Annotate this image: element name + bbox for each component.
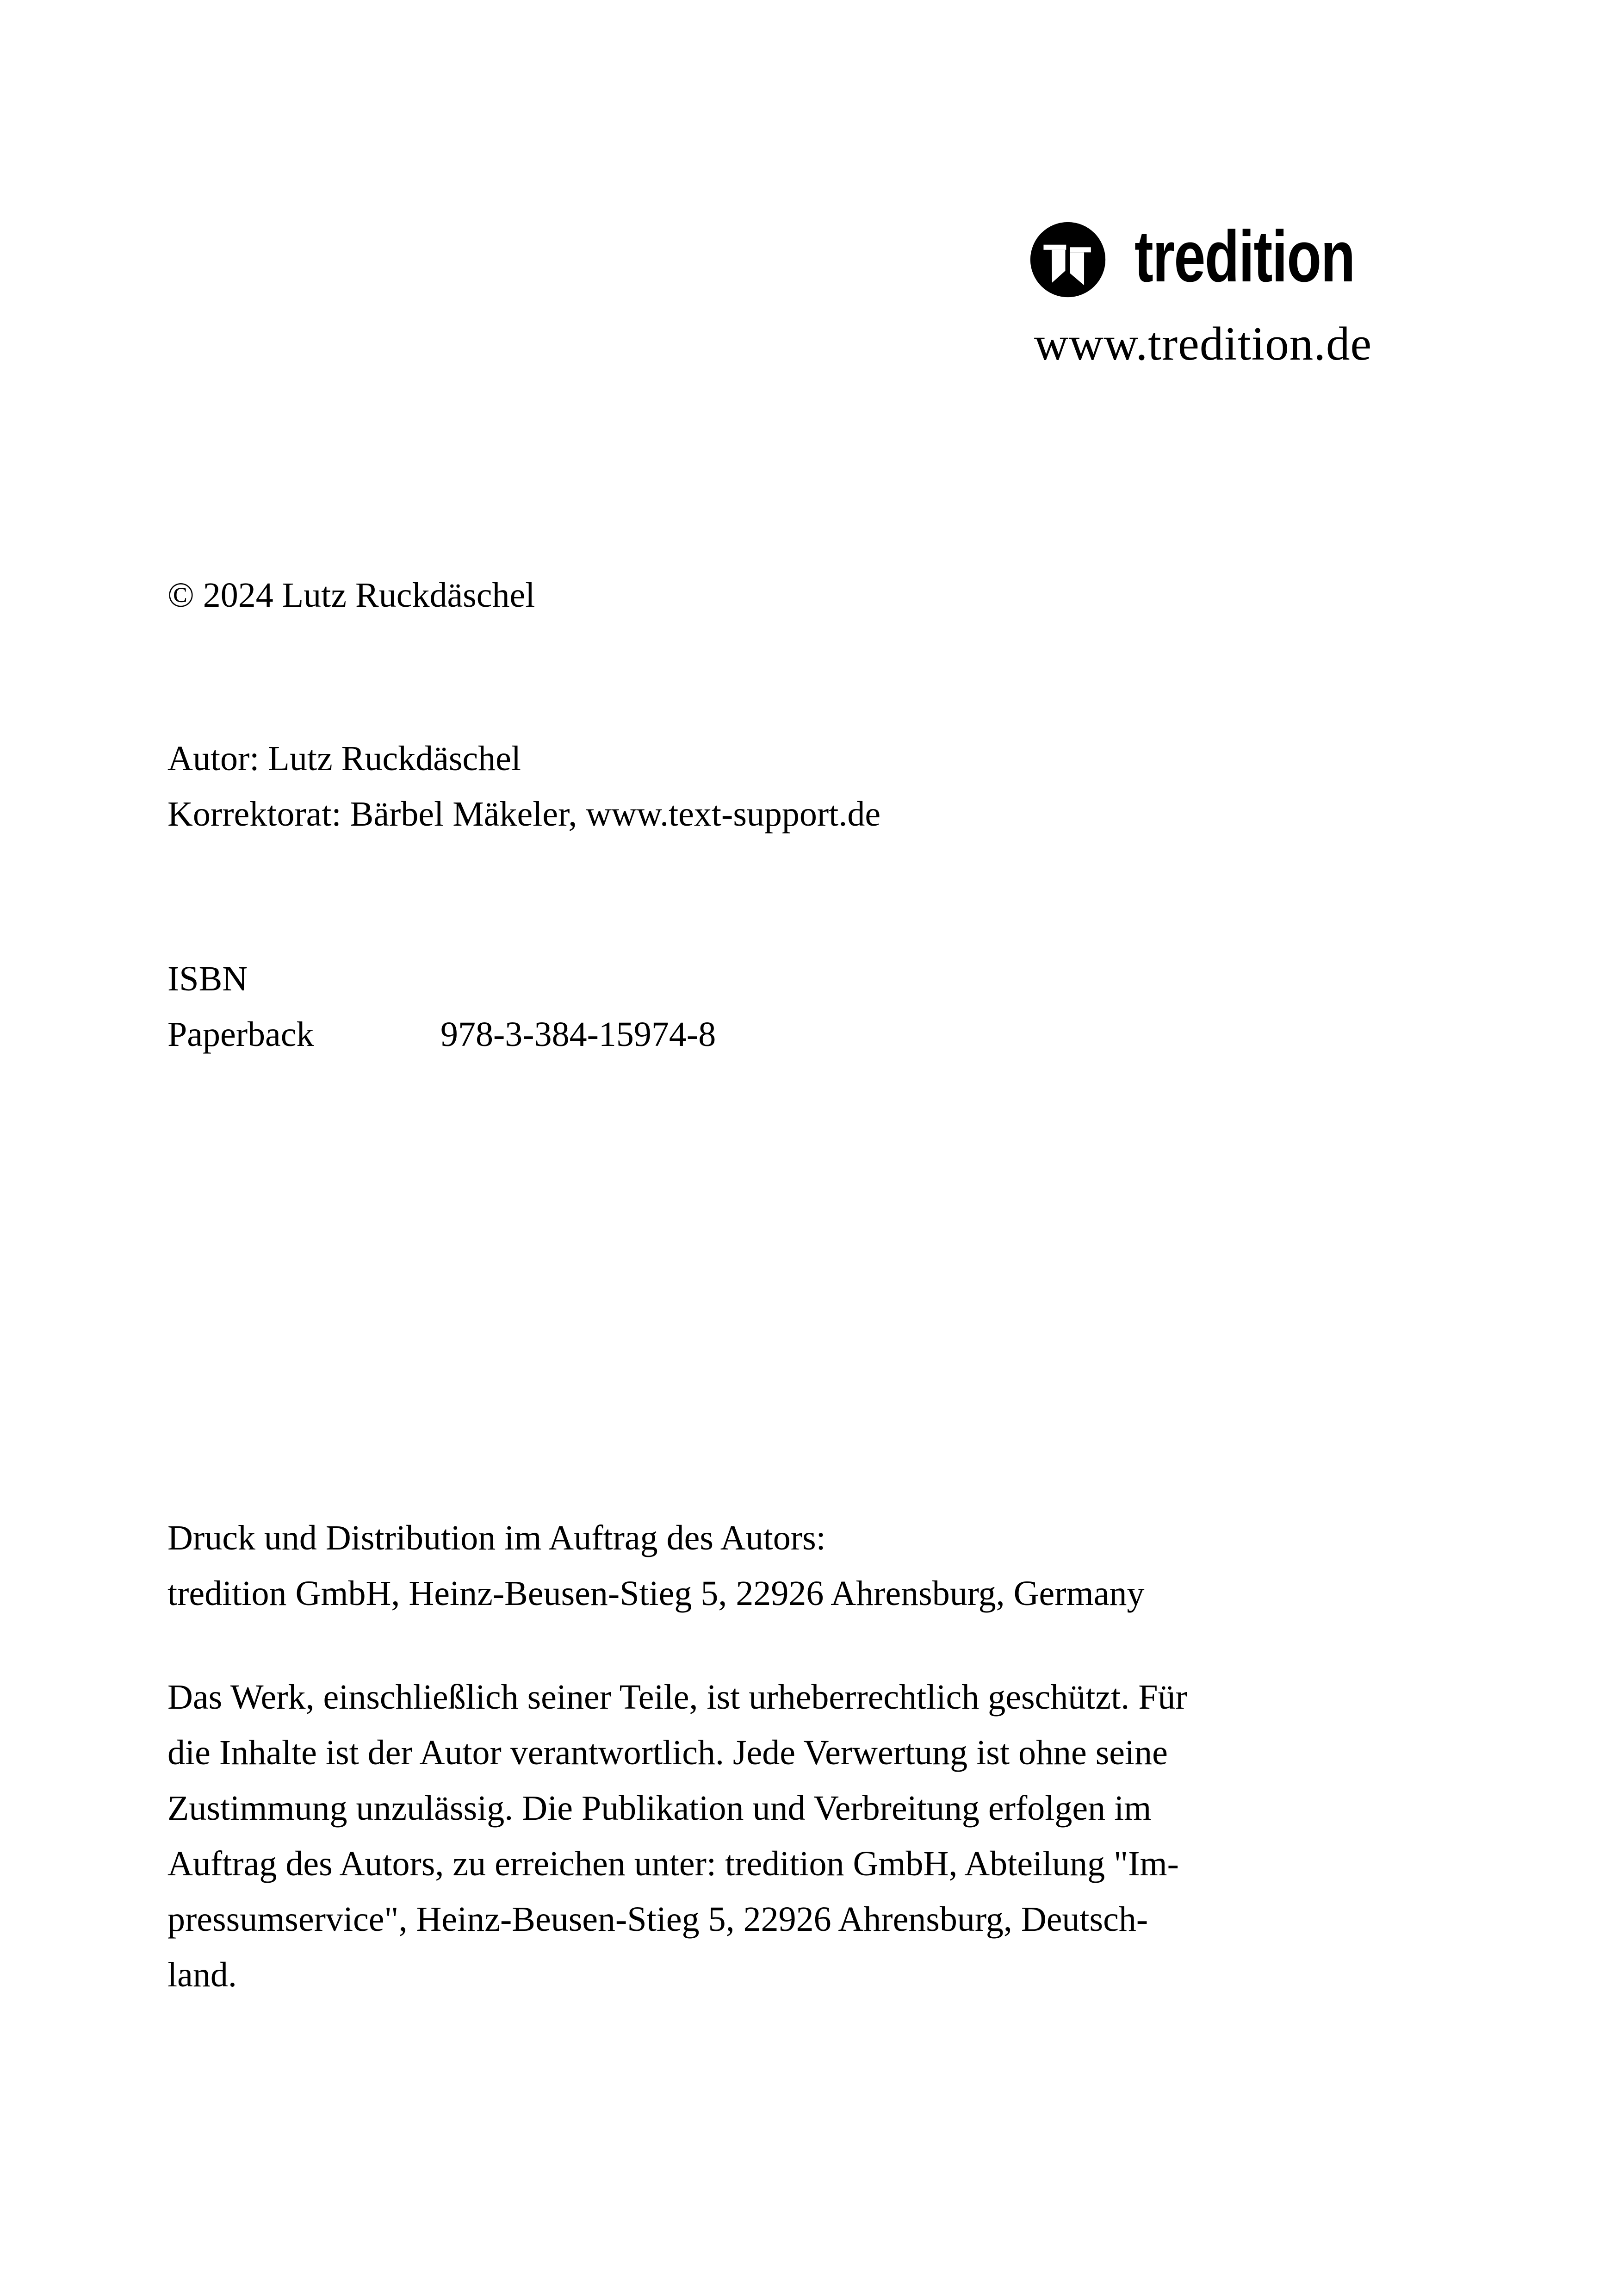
publisher-website-url: www.tredition.de — [1034, 317, 1372, 370]
proofreader-line: Korrektorat: Bärbel Mäkeler, www.text-support.de — [167, 795, 881, 834]
distribution-block — [167, 1510, 1424, 1621]
publisher-wordmark: tredition — [1134, 216, 1355, 297]
legal-line: die Inhalte ist der Autor verantwortlich. Jede Verwertung ist ohne seine — [167, 1733, 1168, 1772]
legal-line: Auftrag des Autors, zu erreichen unter: tredition GmbH, Abteilung "Im- — [167, 1844, 1179, 1883]
copyright-line: © 2024 Lutz Ruckdäschel — [167, 576, 535, 615]
legal-paragraph — [167, 1669, 1424, 2003]
isbn-heading: ISBN — [167, 959, 248, 998]
tredition-logo-icon — [1029, 221, 1106, 298]
legal-line: pressumservice", Heinz-Beusen-Stieg 5, 22926 Ahrensburg, Deutsch- — [167, 1900, 1148, 1939]
legal-line: land. — [167, 1955, 237, 1994]
isbn-number: 978-3-384-15974-8 — [440, 1015, 716, 1054]
distribution-line-2: tredition GmbH, Heinz-Beusen-Stieg 5, 22926 Ahrensburg, Germany — [167, 1574, 1145, 1613]
isbn-block — [167, 951, 1424, 1062]
legal-line: Das Werk, einschließlich seiner Teile, ist urheberrechtlich geschützt. Für — [167, 1678, 1187, 1717]
isbn-row — [167, 1007, 1424, 1062]
credits-block — [167, 731, 1424, 842]
author-line: Autor: Lutz Ruckdäschel — [167, 739, 521, 778]
isbn-format-label: Paperback — [167, 1015, 314, 1054]
distribution-line-1: Druck und Distribution im Auftrag des Autors: — [167, 1518, 826, 1557]
legal-line: Zustimmung unzulässig. Die Publikation und Verbreitung erfolgen im — [167, 1789, 1152, 1828]
